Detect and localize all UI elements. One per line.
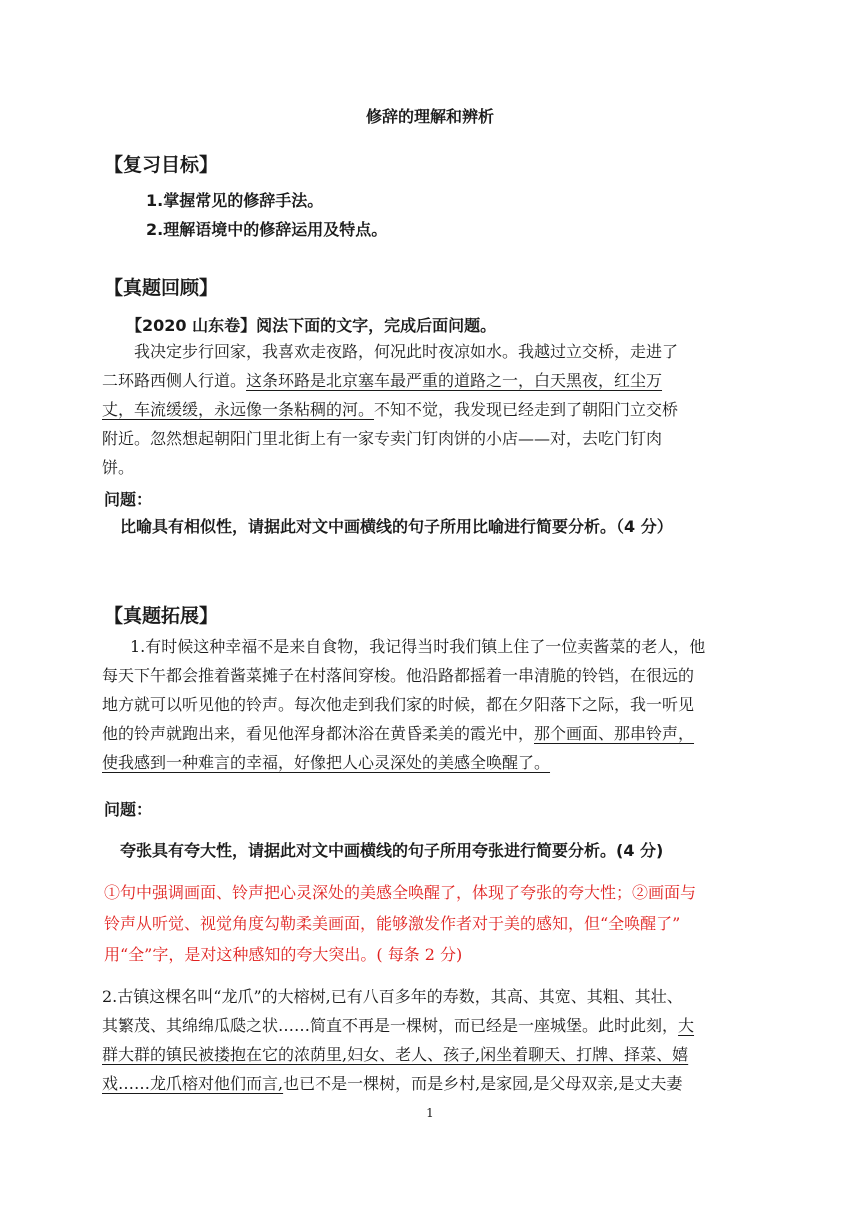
underlined-sentence: 大 [678, 1016, 695, 1035]
passage-1-line: 附近。忽然想起朝阳门里北街上有一家专卖门钉肉饼的小店——对，去吃门钉肉 [102, 429, 663, 448]
passage-3-text: 其繁茂、其绵绵瓜瓞之状……简直不再是一棵树，而已经是一座城堡。此时此刻， [102, 1016, 679, 1035]
underlined-sentence: 那个画面、那串铃声， [534, 724, 695, 743]
passage-3-line [102, 1069, 762, 1098]
question-1: 比喻具有相似性，请据此对文中画横线的句子所用比喻进行简要分析。（4 分） [120, 517, 673, 536]
passage-2-text: 他的铃声就跑出来，看见他浑身都沐浴在黄昏柔美的霞光中， [102, 724, 535, 743]
passage-3-line: 2.古镇这棵名叫“龙爪”的大榕树,已有八百多年的寿数，其高、其宽、其粗、其壮、 [102, 987, 683, 1006]
exam-source: 【2020 山东卷】阅法下面的文字，完成后面问题。 [126, 316, 497, 335]
question-label: 问题： [104, 490, 153, 509]
underlined-sentence: 使我感到一种难言的幸福，好像把人心灵深处的美感全唤醒了。 [102, 753, 551, 772]
section-heading-review-goals: 【复习目标】 [104, 154, 219, 176]
passage-1-line: 饼。 [102, 458, 135, 477]
passage-1-text: 二环路西侧人行道。 [102, 371, 247, 390]
passage-2-line: 地方就可以听见他的铃声。每次他走到我们家的时候，都在夕阳落下之际，我一听见 [102, 695, 695, 714]
passage-1 [102, 337, 762, 482]
goal-item-2: 2.理解语境中的修辞运用及特点。 [146, 220, 388, 239]
passage-2-line [102, 748, 762, 777]
passage-3-line [102, 1040, 762, 1069]
passage-2-line [102, 719, 762, 748]
answer-line: 用“全”字，是对这种感知的夸大突出。( 每条 2 分) [104, 945, 463, 964]
question-2: 夸张具有夸大性，请据此对文中画横线的句子所用夸张进行简要分析。(4 分) [120, 841, 664, 860]
underlined-sentence: 群大群的镇民被搂抱在它的浓荫里,妇女、老人、孩子,闲坐着聊天、打牌、择菜、嬉 [102, 1045, 689, 1064]
goal-item-1: 1.掌握常见的修辞手法。 [146, 191, 324, 210]
passage-1-line [102, 395, 762, 424]
question-label: 问题： [104, 800, 153, 819]
answer-text [104, 877, 764, 970]
answer-line: ①句中强调画面、铃声把心灵深处的美感全唤醒了，体现了夸张的夸大性；②画面与 [104, 883, 697, 902]
underlined-sentence: 这条环路是北京塞车最严重的道路之一，白天黑夜，红尘万 [246, 371, 663, 390]
answer-line: 铃声从听觉、视觉角度勾勒柔美画面，能够激发作者对于美的感知，但“全唤醒了” [104, 914, 681, 933]
passage-3 [102, 982, 762, 1098]
page-title: 修辞的理解和辨析 [365, 107, 494, 126]
section-heading-past-exam: 【真题回顾】 [104, 277, 219, 299]
passage-2-line: 1.有时候这种幸福不是来自食物，我记得当时我们镇上住了一位卖酱菜的老人，他 [130, 637, 706, 656]
passage-2-line: 每天下午都会推着酱菜摊子在村落间穿梭。他沿路都摇着一串清脆的铃铛，在很远的 [102, 666, 695, 685]
page-number: 1 [426, 1106, 434, 1120]
passage-1-text: 不知不觉，我发现已经走到了朝阳门立交桥 [374, 400, 679, 419]
underlined-sentence: 戏……龙爪榕对他们而言, [102, 1074, 284, 1093]
underlined-sentence: 丈，车流缓缓，永远像一条粘稠的河。 [102, 400, 375, 419]
passage-3-text: 也已不是一棵树，而是乡村,是家园,是父母双亲,是丈夫妻 [283, 1074, 683, 1093]
passage-1-line [102, 366, 762, 395]
passage-2 [102, 632, 762, 777]
passage-1-line: 我决定步行回家，我喜欢走夜路，何况此时夜凉如水。我越过立交桥，走进了 [134, 342, 679, 361]
passage-3-line [102, 1011, 762, 1040]
section-heading-extension: 【真题拓展】 [104, 605, 219, 627]
